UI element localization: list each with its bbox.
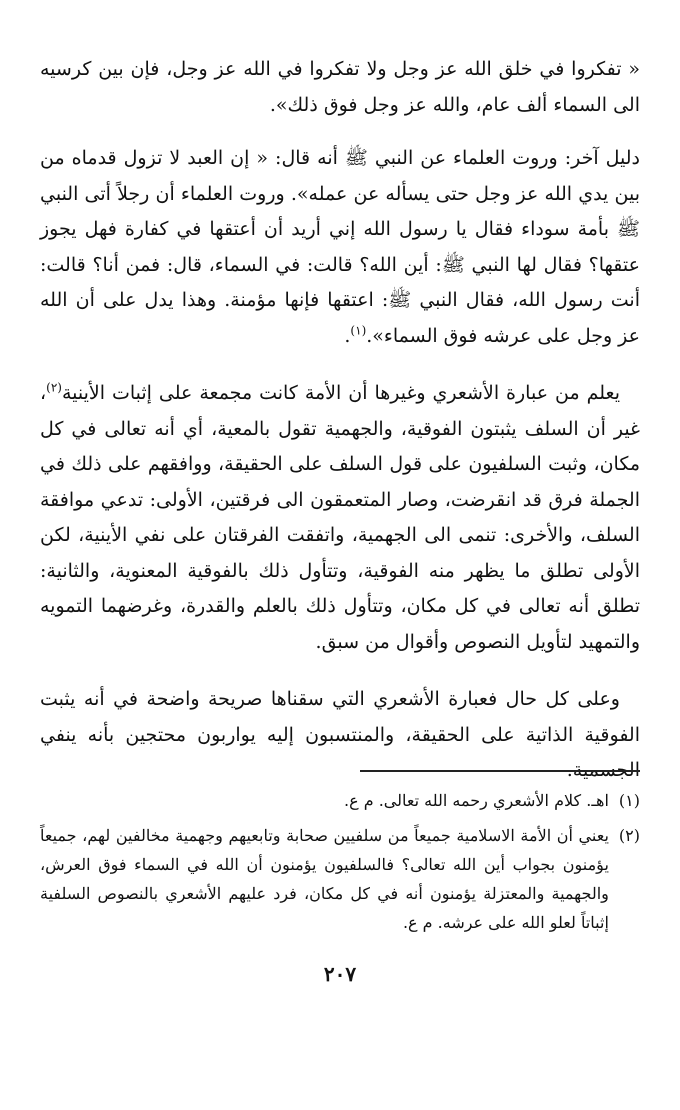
paragraph-commentary (40, 376, 640, 660)
footnote-1 (40, 786, 640, 815)
footnote-2 (40, 821, 640, 937)
footnote-ref-1: (١) (350, 323, 367, 338)
footnote-divider (360, 770, 640, 772)
footnote-ref-2: (٢) (46, 380, 62, 395)
footnotes (40, 786, 640, 943)
footnote-text: اهـ. كلام الأشعري رحمه الله تعالى. م ع. (344, 791, 609, 810)
main-text (40, 52, 640, 789)
paragraph-hadith-quote: « تفكروا في خلق الله عز وجل ولا تفكروا في الله عز وجل، فإن بين كرسيه الى السماء ألف عام، والله عز وجل فوق ذلك». (40, 58, 640, 116)
paragraph-commentary-after: ، غير أن السلف يثبتون الفوقية، والجهمية تقول بالمعية، أي أنه تعالى في كل مكان، وثبت السلفيون على قول السلف على الحقيقة، ووافقهم على ذلك في الجملة فرق قد انقرضت، وصار المتعمقون الى فرقتين، الأولى: تدعي موافقة السلف، والأخرى: تنمى الى الجهمية، واتفقت الفرقتان على نفي الأينية، لكن الأولى تطلق ما يظهر منه الفوقية، وتتأول ذلك بالفوقية المعنوية، والثانية: تطلق أنه تعالى في كل مكان، وتتأول ذلك بالعلم والقدرة، وغرضهما التمويه والتمهيد لتأويل النصوص وأقوال من سبق. (40, 382, 640, 653)
paragraph-evidence-text: دليل آخر: وروت العلماء عن النبي ﷺ أنه قال: « إن العبد لا تزول قدماه من بين يدي الله عز وجل حتى يسأله عن عمله». وروت العلماء أن رجلاً أتى النبي ﷺ بأمة سوداء فقال يا رسول الله إني أريد أن أعتقها في كفارة فهل يجوز عتقها؟ فقال لها النبي ﷺ: أين الله؟ قالت: في السماء، قال: فمن أنا؟ قالت: أنت رسول الله، فقال النبي ﷺ: اعتقها فإنها مؤمنة. وهذا يدل على أن الله عز وجل على عرشه فوق السماء». (40, 147, 640, 347)
footnote-text: يعني أن الأمة الاسلامية جميعاً من سلفيين صحابة وتابعيهم وجهمية مخالفين لهم، جميعاً يؤمنون بجواب أين الله تعالى؟ فالسلفيون يؤمنون أن الله في السماء فوق العرش، والجهمية والمعتزلة يؤمنون أنه في كل مكان، فرد عليهم الأشعري بالنصوص السلفية إثباتاً لعلو الله على عرشه. م ع. (40, 826, 609, 932)
paragraph-evidence: دليل آخر: وروت العلماء عن النبي ﷺ أنه قال: « إن العبد لا تزول قدماه من بين يدي الله عز وجل حتى يسأله عن عمله». وروت العلماء أن رجلاً أتى النبي ﷺ بأمة سوداء فقال يا رسول الله إني أريد أن أعتقها في كفارة فهل يجوز عتقها؟ فقال لها النبي ﷺ: أين الله؟ قالت: في السماء، قال: فمن أنا؟ قالت: أنت رسول الله، فقال النبي ﷺ: اعتقها فإنها مؤمنة. وهذا يدل على أن الله عز وجل على عرشه فوق السماء».$^{(١)}$. (40, 147, 640, 347)
footnote-number: (١) (618, 791, 640, 810)
footnote-number: (٢) (618, 826, 640, 845)
paragraph-commentary-before: يعلم من عبارة الأشعري وغيرها أن الأمة كانت مجمعة على إثبات الأينية (61, 382, 620, 404)
paragraph-conclusion: وعلى كل حال فعبارة الأشعري التي سقناها صريحة واضحة في أنه يثبت الفوقية الذاتية على الحقيقة، والمنتسبون إليه يواربون محتجين بأنه ينفي الجسمية. (40, 688, 640, 781)
page-number: ٢٠٧ (323, 962, 357, 986)
